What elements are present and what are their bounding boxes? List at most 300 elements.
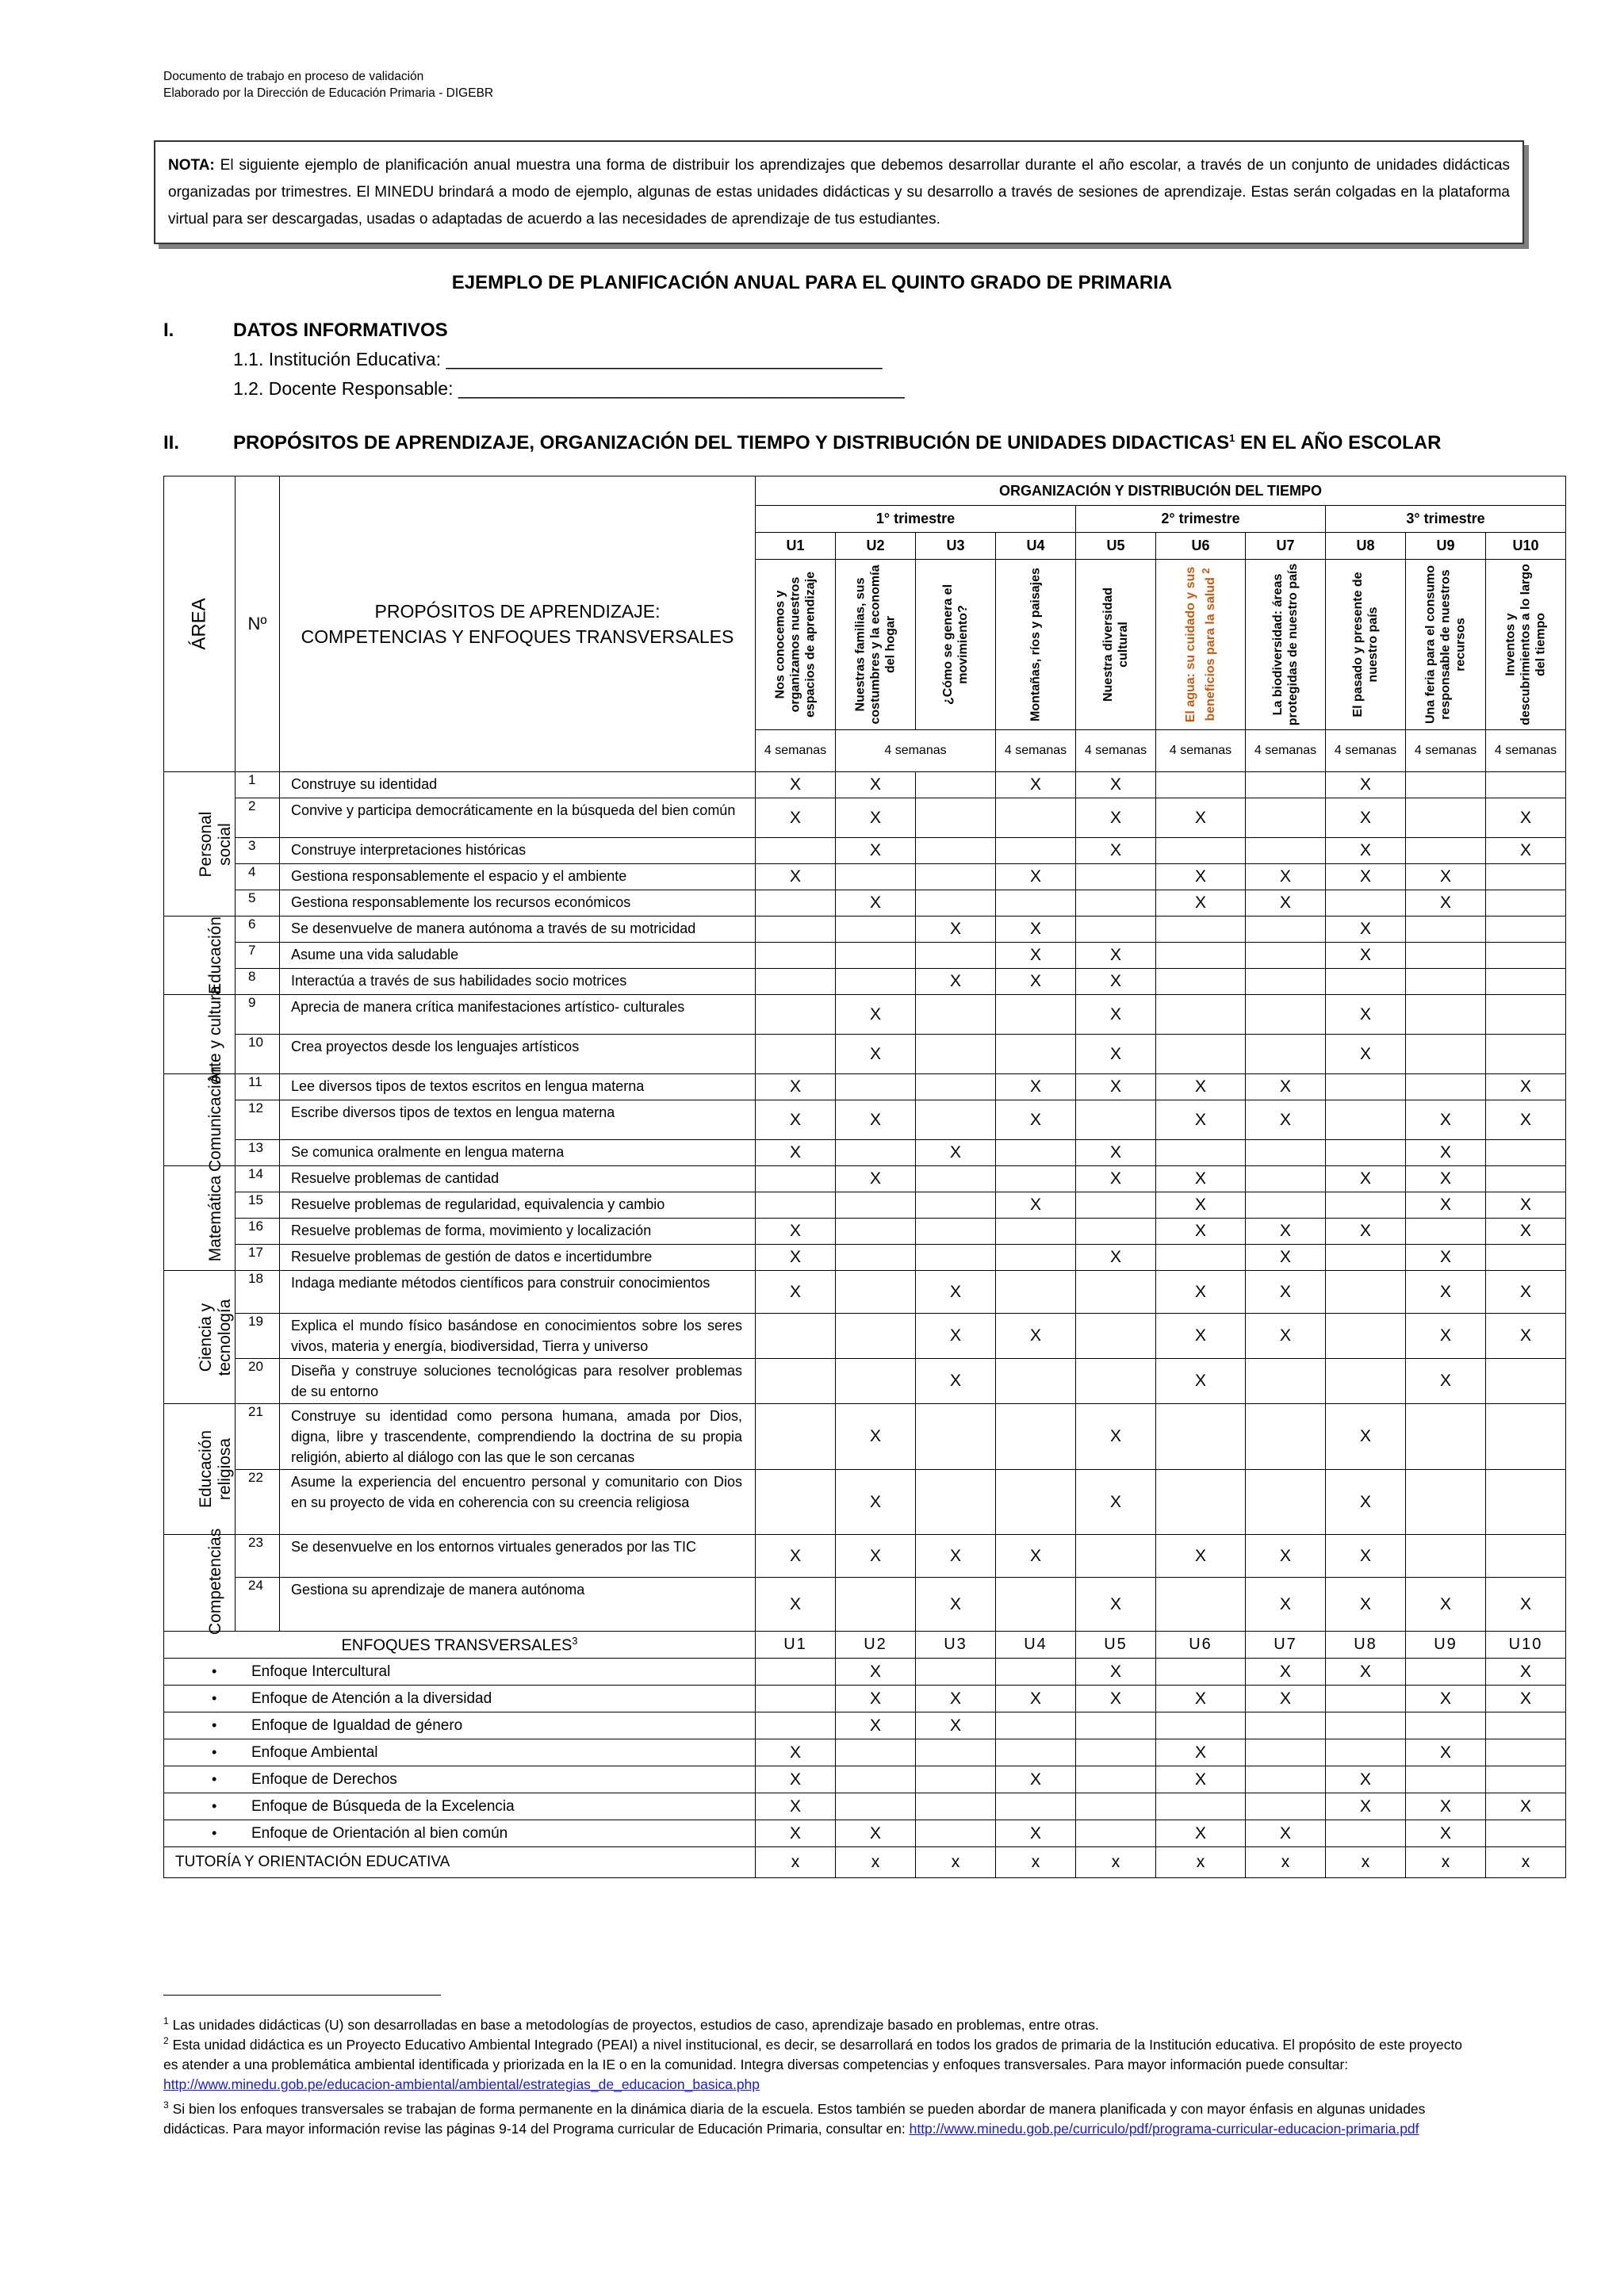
table-row (164, 969, 1566, 995)
mark-cell (1076, 1535, 1156, 1578)
mark-cell (1246, 1739, 1326, 1766)
mark-cell (1486, 1470, 1566, 1535)
mark-cell: X (756, 1140, 836, 1166)
mark-cell (1156, 1035, 1246, 1074)
area-cell (164, 985, 236, 1084)
mark-cell: X (756, 1739, 836, 1766)
mark-cell: X (1246, 1100, 1326, 1140)
mark-cell (1406, 1712, 1486, 1739)
mark-cell: X (1486, 1074, 1566, 1100)
mark-cell: X (916, 1314, 996, 1359)
competency-number: 24 (236, 1578, 280, 1632)
mark-cell: X (996, 864, 1076, 890)
mark-cell (1486, 1035, 1566, 1074)
mark-cell (1076, 1712, 1156, 1739)
mark-cell (1246, 1766, 1326, 1793)
footnote-1-text: Las unidades didácticas (U) son desarrolladas en base a metodologías de proyectos, estudios de caso, aprendizaje basado en problemas, entre otras. (172, 2016, 1099, 2033)
enfoque-name (164, 1820, 756, 1847)
mark-cell: X (1076, 1404, 1156, 1470)
mark-cell (1326, 1192, 1406, 1219)
mark-cell: X (836, 1820, 916, 1847)
mark-cell: X (1076, 1686, 1156, 1712)
mark-cell: X (1076, 1245, 1156, 1271)
weeks-cell: 4 semanas (996, 730, 1076, 772)
mark-cell: X (836, 1470, 916, 1535)
mark-cell (836, 1793, 916, 1820)
unit-title-cell (916, 560, 996, 730)
mark-cell: X (1156, 1359, 1246, 1404)
mark-cell (1326, 1314, 1406, 1359)
mark-cell: X (1156, 890, 1246, 916)
area-name: Arte y cultura (206, 985, 224, 1084)
mark-cell: X (836, 1712, 916, 1739)
enfoques-unit-header: U2 (836, 1632, 916, 1659)
mark-cell: X (1326, 995, 1406, 1035)
mark-cell (1406, 916, 1486, 943)
table-row (164, 838, 1566, 864)
enfoques-unit-header: U7 (1246, 1632, 1326, 1659)
mark-cell: X (1486, 838, 1566, 864)
section-2-title-end: EN EL AÑO ESCOLAR (1235, 432, 1442, 453)
mark-cell (996, 1793, 1076, 1820)
mark-cell (1076, 1739, 1156, 1766)
mark-cell: X (996, 969, 1076, 995)
purposes-header (280, 476, 756, 772)
footnote-3-marker: 3 (163, 2099, 169, 2110)
purposes-header-line-2: COMPETENCIAS Y ENFOQUES TRANSVERSALES (301, 626, 734, 647)
enfoque-row (164, 1766, 1566, 1793)
unit-title-2: Nuestras familias, sus costumbres y la economía del hogar (853, 564, 898, 725)
enfoque-row (164, 1739, 1566, 1766)
mark-cell: X (1326, 1578, 1406, 1632)
competency-text: Convive y participa democráticamente en la búsqueda del bien común (280, 798, 756, 838)
enfoque-name (164, 1739, 756, 1766)
mark-cell: X (756, 1793, 836, 1820)
mark-cell: X (836, 995, 916, 1035)
mark-cell (1246, 798, 1326, 838)
mark-cell (916, 1192, 996, 1219)
mark-cell: X (1326, 1219, 1406, 1245)
mark-cell (1076, 1219, 1156, 1245)
table-row (164, 1140, 1566, 1166)
enfoque-text: Enfoque Ambiental (251, 1743, 378, 1761)
table-row (164, 1271, 1566, 1314)
mark-cell: X (1156, 1314, 1246, 1359)
enfoque-text: Enfoque de Atención a la diversidad (251, 1689, 492, 1707)
mark-cell: X (756, 1100, 836, 1140)
mark-cell (756, 995, 836, 1035)
mark-cell: X (1156, 1219, 1246, 1245)
unit-title-cell (996, 560, 1076, 730)
mark-cell (916, 1219, 996, 1245)
competency-text: Gestiona su aprendizaje de manera autónoma (280, 1578, 756, 1632)
competency-text: Resuelve problemas de gestión de datos e incertidumbre (280, 1245, 756, 1271)
mark-cell (1076, 916, 1156, 943)
mark-cell: X (1076, 1659, 1156, 1686)
mark-cell (1326, 969, 1406, 995)
competency-number: 7 (236, 943, 280, 969)
enfoques-header (164, 1632, 756, 1659)
unit-title-cell (756, 560, 836, 730)
mark-cell (996, 1739, 1076, 1766)
mark-cell: X (1486, 1271, 1566, 1314)
enfoques-header-text: ENFOQUES TRANSVERSALES (341, 1636, 573, 1655)
unit-title-10: Inventos y descubrimientos a lo largo del tiempo (1503, 564, 1548, 725)
mark-cell (836, 1074, 916, 1100)
mark-cell: x (836, 1847, 916, 1878)
mark-cell (1406, 995, 1486, 1035)
competency-text: Gestiona responsablemente los recursos económicos (280, 890, 756, 916)
area-name: Educación religiosa (197, 1429, 234, 1509)
mark-cell: X (1246, 1074, 1326, 1100)
mark-cell (1156, 1712, 1246, 1739)
mark-cell (1326, 1686, 1406, 1712)
mark-cell: X (1406, 864, 1486, 890)
mark-cell: X (756, 1820, 836, 1847)
mark-cell (1156, 1140, 1246, 1166)
competency-number: 22 (236, 1470, 280, 1535)
table-row (164, 1192, 1566, 1219)
mark-cell (1246, 916, 1326, 943)
weeks-cell: 4 semanas (836, 730, 996, 772)
mark-cell (916, 1404, 996, 1470)
mark-cell: X (1406, 1166, 1486, 1192)
mark-cell (996, 1578, 1076, 1632)
unit-title-cell (1406, 560, 1486, 730)
mark-cell (1156, 1245, 1246, 1271)
mark-cell (996, 1470, 1076, 1535)
mark-cell (756, 1035, 836, 1074)
section-2-title (233, 432, 1441, 454)
mark-cell (996, 1712, 1076, 1739)
mark-cell (996, 890, 1076, 916)
enfoques-unit-header: U1 (756, 1632, 836, 1659)
weeks-cell: 4 semanas (1076, 730, 1156, 772)
mark-cell (1156, 1404, 1246, 1470)
enfoque-name (164, 1659, 756, 1686)
mark-cell (756, 890, 836, 916)
note-label: NOTA: (168, 157, 215, 174)
mark-cell: X (1076, 772, 1156, 798)
competency-number: 19 (236, 1314, 280, 1359)
competency-number: 12 (236, 1100, 280, 1140)
mark-cell (1406, 772, 1486, 798)
table-row (164, 916, 1566, 943)
competency-number: 17 (236, 1245, 280, 1271)
enfoque-text: Enfoque de Derechos (251, 1770, 397, 1788)
competency-number: 21 (236, 1404, 280, 1470)
table-row (164, 1535, 1566, 1578)
mark-cell (1246, 772, 1326, 798)
mark-cell (1326, 1271, 1406, 1314)
mark-cell (1246, 838, 1326, 864)
mark-cell: X (996, 1192, 1076, 1219)
mark-cell (756, 1712, 836, 1739)
mark-cell: X (916, 1359, 996, 1404)
mark-cell: X (1326, 1766, 1406, 1793)
mark-cell (1246, 1793, 1326, 1820)
mark-cell: X (836, 1686, 916, 1712)
mark-cell (756, 1166, 836, 1192)
mark-cell (1156, 995, 1246, 1035)
mark-cell (1406, 1766, 1486, 1793)
mark-cell: x (1486, 1847, 1566, 1878)
table-row (164, 1359, 1566, 1404)
competency-text: Resuelve problemas de regularidad, equivalencia y cambio (280, 1192, 756, 1219)
unit-title-4: Montañas, ríos y paisajes (1028, 568, 1043, 721)
footnote-separator (163, 1995, 441, 1996)
mark-cell: X (996, 1100, 1076, 1140)
table-row (164, 772, 1566, 798)
unit-title-1: Nos conocemos y organizamos nuestros espacios de aprendizaje (773, 571, 818, 718)
mark-cell (1326, 1739, 1406, 1766)
mark-cell (996, 1404, 1076, 1470)
mark-cell: X (1486, 1100, 1566, 1140)
competency-number: 13 (236, 1140, 280, 1166)
mark-cell (1406, 1659, 1486, 1686)
mark-cell: x (1406, 1847, 1486, 1878)
competency-text: Construye interpretaciones históricas (280, 838, 756, 864)
mark-cell: X (756, 1766, 836, 1793)
mark-cell (1486, 1359, 1566, 1404)
mark-cell (996, 1659, 1076, 1686)
mark-cell (1246, 1140, 1326, 1166)
mark-cell: x (996, 1847, 1076, 1878)
mark-cell: X (756, 1578, 836, 1632)
mark-cell: X (756, 1245, 836, 1271)
competency-text: Construye su identidad (280, 772, 756, 798)
mark-cell: X (756, 1271, 836, 1314)
mark-cell: X (836, 798, 916, 838)
enfoque-row (164, 1820, 1566, 1847)
document-title: EJEMPLO DE PLANIFICACIÓN ANUAL PARA EL QUINTO GRADO DE PRIMARIA (451, 272, 1173, 293)
mark-cell (996, 995, 1076, 1035)
mark-cell (996, 1140, 1076, 1166)
mark-cell: X (996, 772, 1076, 798)
mark-cell: X (836, 1100, 916, 1140)
mark-cell: X (1156, 864, 1246, 890)
footnote-2-link[interactable]: http://www.minedu.gob.pe/educacion-ambiental/ambiental/estrategias_de_educacion_basica.php (163, 2076, 760, 2092)
mark-cell (1076, 1766, 1156, 1793)
enfoque-row (164, 1793, 1566, 1820)
mark-cell: x (756, 1847, 836, 1878)
competency-number: 16 (236, 1219, 280, 1245)
unit-6-footnote-ref: 2 (1199, 568, 1212, 574)
unit-header-3: U3 (916, 533, 996, 560)
mark-cell: X (756, 1074, 836, 1100)
mark-cell: X (1156, 1535, 1246, 1578)
mark-cell: X (1246, 864, 1326, 890)
mark-cell (916, 1245, 996, 1271)
mark-cell: X (756, 1219, 836, 1245)
mark-cell: X (1156, 1766, 1246, 1793)
mark-cell: X (1406, 1739, 1486, 1766)
mark-cell: X (1326, 798, 1406, 838)
mark-cell: X (916, 1535, 996, 1578)
mark-cell (916, 995, 996, 1035)
weeks-cell: 4 semanas (1156, 730, 1246, 772)
enfoques-footnote-ref: 3 (572, 1634, 578, 1647)
mark-cell: X (1076, 969, 1156, 995)
mark-cell (1156, 969, 1246, 995)
footnote-3-text: Si bien los enfoques transversales se trabajan de forma permanente en la dinámica diaria de la escuela. Estos también se pueden abordar de manera planificada y con mayor énfasis en algunas unidades didácticas. Para mayor información revise las páginas 9-14 del Programa curricular de Educación Primaria, consultar en: (163, 2100, 1426, 2137)
table-row (164, 943, 1566, 969)
table-row (164, 1100, 1566, 1140)
mark-cell (996, 1166, 1076, 1192)
unit-title-cell (1326, 560, 1406, 730)
enfoques-header-row (164, 1632, 1566, 1659)
mark-cell: X (1406, 890, 1486, 916)
unit-title-5: Nuestra diversidad cultural (1101, 587, 1130, 702)
mark-cell (1246, 1470, 1326, 1535)
competency-number: 10 (236, 1035, 280, 1074)
mark-cell (836, 1219, 916, 1245)
area-cell (164, 1404, 236, 1535)
footnote-3-link[interactable]: http://www.minedu.gob.pe/curriculo/pdf/programa-curricular-educacion-primaria.pdf (909, 2120, 1419, 2137)
mark-cell (1486, 995, 1566, 1035)
mark-cell: X (1486, 798, 1566, 838)
mark-cell (916, 838, 996, 864)
mark-cell (1326, 1140, 1406, 1166)
mark-cell: x (916, 1847, 996, 1878)
planning-table (163, 476, 1566, 1878)
mark-cell (1326, 890, 1406, 916)
mark-cell: X (1326, 838, 1406, 864)
mark-cell (1486, 1766, 1566, 1793)
competency-number: 5 (236, 890, 280, 916)
unit-title-6: El agua: su cuidado y sus beneficios para la salud $^2$ (1183, 566, 1218, 723)
mark-cell (1076, 864, 1156, 890)
competency-text: Se comunica oralmente en lengua materna (280, 1140, 756, 1166)
weeks-cell: 4 semanas (1486, 730, 1566, 772)
mark-cell: X (996, 1686, 1076, 1712)
enfoque-name (164, 1712, 756, 1739)
mark-cell (1246, 1359, 1326, 1404)
mark-cell (1246, 1035, 1326, 1074)
mark-cell (1156, 1793, 1246, 1820)
competency-text: Construye su identidad como persona humana, amada por Dios, digna, libre y trascendente, comprendiendo la doctrina de su propia religión, abierto al diálogo con las que le son cercanas (280, 1404, 756, 1470)
mark-cell (1326, 1100, 1406, 1140)
area-cell (164, 1166, 236, 1271)
enfoque-name (164, 1766, 756, 1793)
competency-number: 9 (236, 995, 280, 1035)
competency-text: Escribe diversos tipos de textos en lengua materna (280, 1100, 756, 1140)
weeks-cell: 4 semanas (1406, 730, 1486, 772)
mark-cell: X (1156, 798, 1246, 838)
mark-cell: X (1326, 864, 1406, 890)
mark-cell: X (836, 838, 916, 864)
mark-cell (916, 890, 996, 916)
mark-cell: X (1406, 1192, 1486, 1219)
competency-number: 1 (236, 772, 280, 798)
table-row (164, 1314, 1566, 1359)
enfoque-row (164, 1686, 1566, 1712)
mark-cell: X (1326, 916, 1406, 943)
mark-cell: X (836, 1535, 916, 1578)
competency-text: Se desenvuelve de manera autónoma a través de su motricidad (280, 916, 756, 943)
mark-cell (1076, 1192, 1156, 1219)
trimester-2-header: 2° trimestre (1076, 506, 1326, 533)
enfoques-unit-header: U5 (1076, 1632, 1156, 1659)
section-1-number: I. (163, 320, 174, 341)
enfoque-text: Enfoque de Orientación al bien común (251, 1824, 508, 1842)
enfoques-unit-header: U6 (1156, 1632, 1246, 1659)
competency-number: 14 (236, 1166, 280, 1192)
competency-number: 3 (236, 838, 280, 864)
mark-cell: X (1246, 1271, 1326, 1314)
mark-cell: X (1076, 943, 1156, 969)
mark-cell: X (1076, 838, 1156, 864)
mark-cell: X (916, 1578, 996, 1632)
mark-cell: x (1156, 1847, 1246, 1878)
mark-cell (836, 1245, 916, 1271)
mark-cell: X (1486, 1793, 1566, 1820)
purposes-header-line-1: PROPÓSITOS DE APRENDIZAJE: (374, 601, 661, 622)
competency-number: 6 (236, 916, 280, 943)
mark-cell (1406, 1219, 1486, 1245)
mark-cell: X (996, 1766, 1076, 1793)
mark-cell: X (1076, 1074, 1156, 1100)
mark-cell: X (1246, 890, 1326, 916)
mark-cell (1486, 1535, 1566, 1578)
mark-cell (1486, 969, 1566, 995)
unit-title-9: Una feria para el consumo responsable de nuestros recursos (1423, 564, 1468, 725)
weeks-cell: 4 semanas (1246, 730, 1326, 772)
enfoques-unit-header: U3 (916, 1632, 996, 1659)
mark-cell (1246, 969, 1326, 995)
section-2-number: II. (163, 432, 180, 453)
unit-title-7: La biodiversidad: áreas protegidas de nuestro país (1271, 563, 1300, 726)
mark-cell (1326, 1712, 1406, 1739)
mark-cell (1156, 916, 1246, 943)
mark-cell (836, 1140, 916, 1166)
mark-cell (1156, 1659, 1246, 1686)
mark-cell: X (1326, 772, 1406, 798)
mark-cell (916, 1820, 996, 1847)
mark-cell: X (1406, 1359, 1486, 1404)
table-row (164, 995, 1566, 1035)
mark-cell: X (1406, 1793, 1486, 1820)
table-row (164, 864, 1566, 890)
competency-text: Lee diversos tipos de textos escritos en lengua materna (280, 1074, 756, 1100)
competency-number: 2 (236, 798, 280, 838)
mark-cell (836, 1359, 916, 1404)
institution-field: 1.1. Institución Educativa: ___________________________________________ (233, 349, 883, 369)
mark-cell (996, 1271, 1076, 1314)
mark-cell (1406, 1470, 1486, 1535)
mark-cell (916, 798, 996, 838)
competency-text: Asume la experiencia del encuentro personal y comunitario con Dios en su proyecto de vida en coherencia con su creencia religiosa (280, 1470, 756, 1535)
mark-cell: X (1076, 995, 1156, 1035)
table-row (164, 1245, 1566, 1271)
mark-cell: X (1326, 943, 1406, 969)
mark-cell (756, 1359, 836, 1404)
mark-cell (996, 838, 1076, 864)
footnote-2 (163, 2031, 1480, 2095)
mark-cell: X (916, 1712, 996, 1739)
mark-cell (1406, 1404, 1486, 1470)
mark-cell: X (996, 1535, 1076, 1578)
mark-cell (996, 1359, 1076, 1404)
mark-cell: X (1486, 1659, 1566, 1686)
mark-cell (1486, 1140, 1566, 1166)
unit-header-9: U9 (1406, 533, 1486, 560)
table-row (164, 1578, 1566, 1632)
enfoque-text: Enfoque Intercultural (251, 1663, 391, 1680)
mark-cell (1486, 772, 1566, 798)
mark-cell (756, 1470, 836, 1535)
mark-cell (1246, 1166, 1326, 1192)
